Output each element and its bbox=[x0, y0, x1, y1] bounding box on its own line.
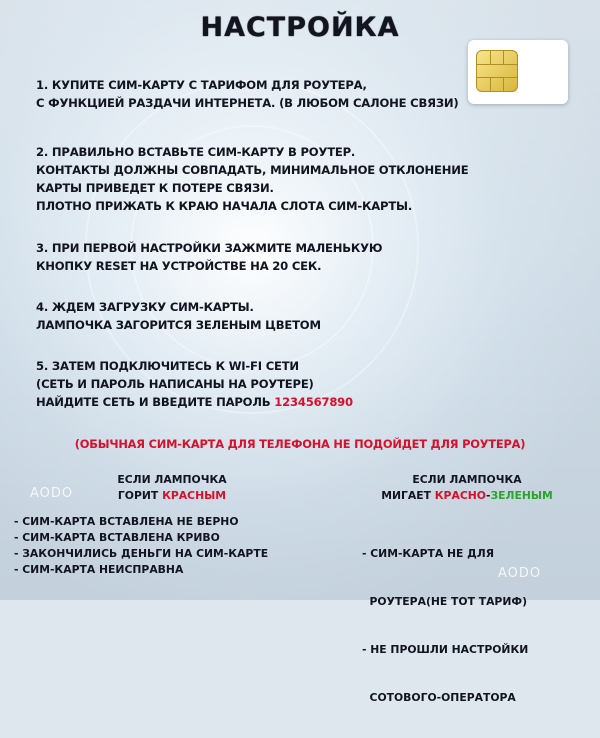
step-5 bbox=[36, 357, 353, 411]
list-item: - СИМ-КАРТА НЕ ДЛЯ bbox=[362, 547, 495, 560]
list-item: - СИМ-КАРТА ВСТАВЛЕНА НЕ ВЕРНО bbox=[14, 515, 239, 528]
list-item: - НЕ ПРОШЛИ НАСТРОЙКИ bbox=[362, 643, 529, 656]
step-1-line: 1. КУПИТЕ СИМ-КАРТУ С ТАРИФОМ ДЛЯ РОУТЕРА, bbox=[36, 78, 367, 92]
right-heading-line1: ЕСЛИ ЛАМПОЧКА bbox=[412, 473, 522, 486]
watermark: AODO bbox=[30, 486, 74, 501]
step-5-line: 5. ЗАТЕМ ПОДКЛЮЧИТЕСЬ К WI-FI СЕТИ bbox=[36, 359, 299, 373]
step-1 bbox=[36, 76, 458, 112]
step-4-line: 4. ЖДЕМ ЗАГРУЗКУ СИМ-КАРТЫ. bbox=[36, 300, 254, 314]
sim-card-icon bbox=[468, 40, 568, 104]
list-item: РОУТЕРА(НЕ ТОТ ТАРИФ) bbox=[362, 595, 528, 608]
left-heading-line1: ЕСЛИ ЛАМПОЧКА bbox=[117, 473, 227, 486]
list-item: - СИМ-КАРТА ВСТАВЛЕНА КРИВО bbox=[14, 531, 220, 544]
left-cause-list bbox=[14, 514, 268, 578]
right-heading-prefix: МИГАЕТ bbox=[381, 489, 435, 502]
step-4-line: ЛАМПОЧКА ЗАГОРИТСЯ ЗЕЛЕНЫМ ЦВЕТОМ bbox=[36, 318, 321, 332]
step-2-line: ПЛОТНО ПРИЖАТЬ К КРАЮ НАЧАЛА СЛОТА СИМ-КАРТЫ. bbox=[36, 199, 413, 213]
step-3 bbox=[36, 239, 382, 275]
list-item: - СИМ-КАРТА НЕИСПРАВНА bbox=[14, 563, 184, 576]
list-item: СОТОВОГО-ОПЕРАТОРА bbox=[362, 691, 516, 704]
red-status-word: КРАСНЫМ bbox=[162, 489, 227, 502]
page-title: НАСТРОЙКА bbox=[200, 12, 400, 43]
watermark: AODO bbox=[498, 566, 542, 581]
right-column-heading bbox=[352, 472, 582, 504]
step-2-line: КОНТАКТЫ ДОЛЖНЫ СОВПАДАТЬ, МИНИМАЛЬНОЕ ОТКЛОНЕНИЕ bbox=[36, 163, 469, 177]
wifi-password: 1234567890 bbox=[274, 395, 353, 409]
left-heading-prefix: ГОРИТ bbox=[117, 489, 163, 502]
step-5-password-line bbox=[36, 393, 353, 411]
password-prompt: НАЙДИТЕ СЕТЬ И ВВЕДИТЕ ПАРОЛЬ bbox=[36, 395, 271, 409]
left-heading-line2 bbox=[72, 488, 272, 504]
status-dash: - bbox=[485, 489, 491, 502]
step-3-line: КНОПКУ RESET НА УСТРОЙСТВЕ НА 20 СЕК. bbox=[36, 259, 322, 273]
green-status-word: ЗЕЛЕНЫМ bbox=[490, 489, 553, 502]
step-2-line: 2. ПРАВИЛЬНО ВСТАВЬТЕ СИМ-КАРТУ В РОУТЕР. bbox=[36, 145, 356, 159]
right-cause-list bbox=[362, 514, 528, 738]
step-3-line: 3. ПРИ ПЕРВОЙ НАСТРОЙКИ ЗАЖМИТЕ МАЛЕНЬКУЮ bbox=[36, 241, 383, 255]
left-column-heading bbox=[72, 472, 272, 504]
step-2-line: КАРТЫ ПРИВЕДЕТ К ПОТЕРЕ СВЯЗИ. bbox=[36, 181, 274, 195]
step-5-line: (СЕТЬ И ПАРОЛЬ НАПИСАНЫ НА РОУТЕРЕ) bbox=[36, 377, 314, 391]
step-2 bbox=[36, 143, 468, 215]
sim-chip-icon bbox=[476, 50, 518, 92]
list-item: - ЗАКОНЧИЛИСЬ ДЕНЬГИ НА СИМ-КАРТЕ bbox=[14, 547, 269, 560]
step-4 bbox=[36, 298, 321, 334]
warning-note: (ОБЫЧНАЯ СИМ-КАРТА ДЛЯ ТЕЛЕФОНА НЕ ПОДОЙДЕТ ДЛЯ РОУТЕРА) bbox=[74, 437, 526, 451]
right-heading-line2 bbox=[352, 488, 582, 504]
red-status-word: КРАСНО bbox=[434, 489, 486, 502]
step-1-line: С ФУНКЦИЕЙ РАЗДАЧИ ИНТЕРНЕТА. (В ЛЮБОМ САЛОНЕ СВЯЗИ) bbox=[36, 96, 459, 110]
